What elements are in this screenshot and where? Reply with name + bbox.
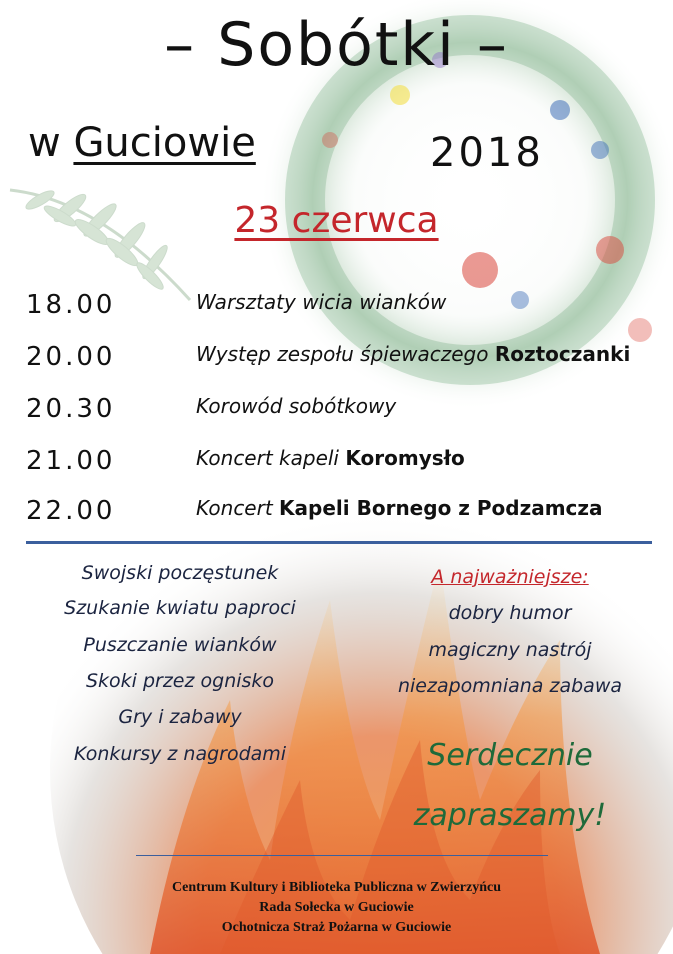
attraction-item: Puszczanie wianków (83, 634, 277, 656)
attraction-item: Gry i zabawy (118, 706, 242, 728)
location-name: Guciowie (73, 120, 256, 166)
organizer-line: Rada Sołecka w Guciowie (259, 900, 414, 915)
event-year: 2018 (430, 130, 544, 176)
schedule-highlight: Roztoczanki (494, 342, 631, 366)
schedule-activity-text: Warsztaty wicia wianków (196, 290, 447, 314)
schedule-activity (196, 342, 630, 366)
schedule-time: 20.30 (26, 394, 116, 424)
event-date-text: 23 czerwca (234, 200, 439, 241)
attraction-item: Szukanie kwiatu paproci (64, 597, 296, 619)
invite-line-1: Serdecznie (427, 738, 593, 773)
important-item: magiczny nastrój (428, 639, 592, 661)
attraction-item: Konkursy z nagrodami (73, 743, 287, 765)
event-location (28, 120, 256, 166)
schedule-row (26, 342, 666, 376)
schedule-row (26, 290, 666, 324)
organizer-line: Centrum Kultury i Biblioteka Publiczna w Zwierzyńcu (172, 880, 501, 895)
schedule-time: 21.00 (26, 446, 116, 476)
schedule-highlight: Koromysło (345, 446, 465, 470)
important-heading: A najważniejsze: (431, 566, 589, 588)
schedule-activity (196, 290, 446, 314)
schedule-time: 20.00 (26, 342, 116, 372)
schedule-highlight: Kapeli Bornego z Podzamcza (279, 496, 603, 520)
schedule-activity (196, 446, 465, 470)
schedule-row (26, 446, 666, 480)
location-prefix: w (28, 120, 61, 166)
schedule-row (26, 394, 666, 428)
event-date (0, 200, 673, 241)
important-item: dobry humor (448, 602, 572, 624)
attraction-item: Skoki przez ognisko (85, 670, 275, 692)
schedule-activity-text: Korowód sobótkowy (196, 394, 397, 418)
schedule-row (26, 496, 666, 530)
schedule-activity-text: Koncert (196, 496, 280, 520)
schedule-activity (196, 496, 603, 520)
schedule-activity-text: Występ zespołu śpiewaczego (196, 342, 495, 366)
event-title: – Sobótki – (164, 10, 509, 80)
section-divider (26, 541, 652, 544)
attraction-item: Swojski poczęstunek (81, 562, 279, 584)
invite-line-2: zapraszamy! (413, 798, 607, 833)
schedule-time: 18.00 (26, 290, 116, 320)
organizer-line: Ochotnicza Straż Pożarna w Guciowie (221, 920, 452, 935)
footer-divider (136, 855, 548, 856)
schedule-time: 22.00 (26, 496, 116, 526)
schedule-activity (196, 394, 396, 418)
schedule-activity-text: Koncert kapeli (196, 446, 346, 470)
important-item: niezapomniana zabawa (397, 675, 622, 697)
